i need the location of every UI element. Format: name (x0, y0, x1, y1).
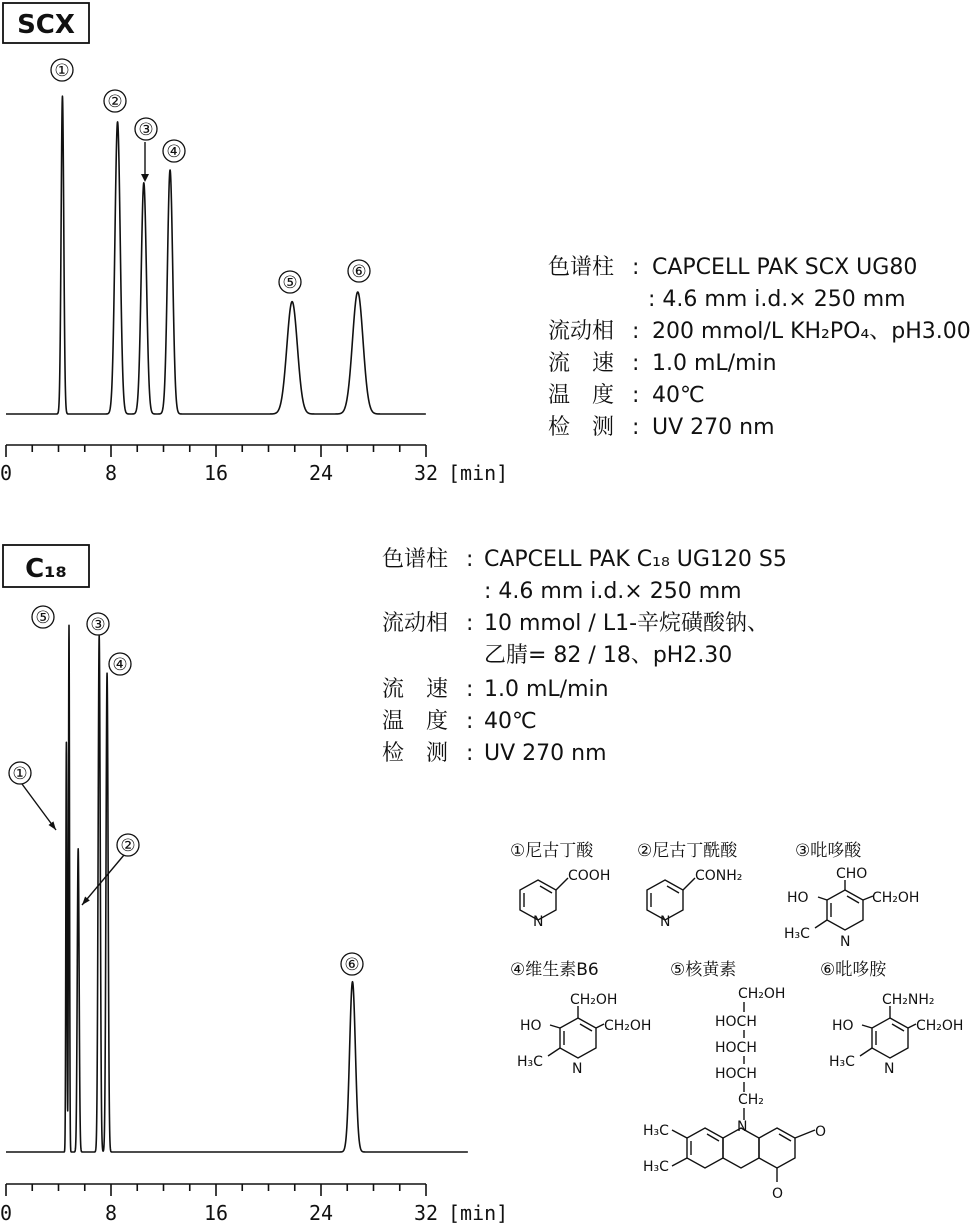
peak-label: ② (120, 836, 136, 856)
c18-peak-labels (9, 606, 363, 975)
condition-colon: : (466, 709, 474, 734)
group-n: N (737, 1119, 748, 1135)
peak-label: ④ (166, 142, 182, 162)
condition-value: UV 270 nm (652, 415, 775, 440)
condition-colon: : (632, 255, 640, 280)
compound-4-label: ④维生素B6 (510, 960, 599, 980)
x-tick-label: 32 (413, 461, 439, 485)
scx-conditions (548, 255, 971, 440)
compound-6-structure (829, 992, 963, 1077)
x-tick-label: 0 (0, 1201, 13, 1223)
group-ch2oh: CH₂OH (604, 1018, 652, 1034)
group-cooh: COOH (568, 868, 611, 884)
group-n: N (533, 914, 544, 930)
group-ch2oh: CH₂OH (738, 986, 786, 1002)
x-tick-label: 16 (203, 1201, 229, 1223)
x-axis-unit: [min] (448, 1201, 509, 1223)
scx-title: SCX (17, 10, 75, 40)
peak-leader (82, 855, 124, 905)
condition-key: 流 速 (548, 351, 615, 376)
group-h3c-2: H₃C (643, 1159, 669, 1175)
peak-arrowhead (141, 174, 149, 182)
condition-key: 流动相 (548, 319, 615, 344)
group-h3c-1: H₃C (643, 1123, 669, 1139)
peak-label: ⑥ (351, 262, 367, 282)
group-o-1: O (815, 1124, 827, 1140)
compound-6-label: ⑥吡哆胺 (820, 960, 887, 980)
peak-label: ① (12, 764, 28, 784)
c18-conditions (382, 547, 787, 766)
condition-value: 40℃ (652, 383, 705, 408)
peak-label: ③ (138, 120, 154, 140)
x-tick-label: 0 (0, 461, 13, 485)
condition-key: 温 度 (382, 709, 449, 734)
group-conh2: CONH₂ (695, 868, 743, 884)
scx-panel (0, 3, 971, 485)
condition-colon: : (632, 383, 640, 408)
condition-colon: : (466, 677, 474, 702)
group-n: N (840, 934, 851, 950)
condition-value: 40℃ (484, 709, 537, 734)
condition-colon: : (466, 611, 474, 636)
group-n: N (884, 1061, 895, 1077)
condition-colon: : (632, 351, 640, 376)
group-ch2nh2: CH₂NH₂ (882, 992, 935, 1008)
group-ho: HO (787, 890, 809, 906)
compound-5-structure (643, 986, 826, 1202)
condition-value: : 4.6 mm i.d.× 250 mm (648, 287, 906, 312)
peak-label: ⑤ (282, 273, 298, 293)
group-o-2: O (772, 1186, 784, 1202)
condition-value: CAPCELL PAK C₁₈ UG120 S5 (484, 547, 787, 572)
condition-value: UV 270 nm (484, 741, 607, 766)
condition-value: 10 mmol / L1-辛烷磺酸钠、 (484, 611, 770, 636)
group-ch2oh-top: CH₂OH (570, 992, 618, 1008)
group-hoch-1: HOCH (715, 1014, 757, 1030)
condition-key: 色谱柱 (382, 547, 449, 572)
group-ho: HO (520, 1018, 542, 1034)
x-tick-label: 32 (413, 1201, 439, 1223)
condition-value: 1.0 mL/min (652, 351, 777, 376)
compound-1-structure (520, 868, 610, 930)
group-n: N (660, 914, 671, 930)
peak-label: ⑥ (344, 955, 360, 975)
condition-key: 流 速 (382, 677, 449, 702)
condition-key: 温 度 (548, 383, 615, 408)
group-hoch-2: HOCH (715, 1040, 757, 1056)
peak-leader (22, 784, 56, 830)
group-h3c: H₃C (517, 1054, 543, 1070)
scx-trace (6, 96, 426, 414)
condition-key: 检 测 (382, 741, 449, 766)
compound-1-label: ①尼古丁酸 (510, 841, 594, 861)
compound-2-structure (647, 868, 742, 930)
peak-label: ③ (90, 615, 106, 635)
group-h3c: H₃C (784, 926, 810, 942)
x-tick-label: 24 (308, 1201, 334, 1223)
condition-value: 200 mmol/L KH₂PO₄、pH3.00 (652, 319, 971, 344)
peak-label: ② (107, 92, 123, 112)
x-tick-label: 8 (104, 1201, 118, 1223)
x-tick-label: 8 (104, 461, 118, 485)
c18-panel (0, 545, 787, 1223)
compound-3-label: ③吡哆酸 (795, 841, 862, 861)
c18-trace (6, 625, 468, 1152)
condition-value: 乙腈= 82 / 18、pH2.30 (484, 643, 733, 668)
scx-x-axis (0, 445, 508, 485)
condition-colon: : (466, 741, 474, 766)
group-hoch-3: HOCH (715, 1066, 757, 1082)
condition-value: 1.0 mL/min (484, 677, 609, 702)
compound-structures (510, 841, 963, 1202)
compound-4-structure (517, 992, 651, 1077)
c18-x-axis (0, 1184, 508, 1223)
x-tick-label: 16 (203, 461, 229, 485)
peak-label: ① (54, 61, 70, 81)
group-ch2oh: CH₂OH (872, 890, 920, 906)
condition-colon: : (632, 319, 640, 344)
group-ch2: CH₂ (738, 1092, 764, 1108)
group-ho: HO (832, 1018, 854, 1034)
compound-5-label: ⑤核黄素 (670, 960, 737, 980)
peak-leader-head (48, 821, 56, 830)
group-n: N (572, 1061, 583, 1077)
peak-label: ④ (112, 655, 128, 675)
c18-title: C₁₈ (25, 554, 67, 584)
x-tick-label: 24 (308, 461, 334, 485)
compound-2-label: ②尼古丁酰酸 (637, 841, 738, 861)
condition-colon: : (632, 415, 640, 440)
group-ch2oh: CH₂OH (916, 1018, 964, 1034)
group-cho: CHO (836, 866, 868, 882)
condition-value: CAPCELL PAK SCX UG80 (652, 255, 918, 280)
peak-label: ⑤ (35, 608, 51, 628)
condition-key: 色谱柱 (548, 255, 615, 280)
condition-key: 检 测 (548, 415, 615, 440)
compound-3-structure (784, 866, 919, 950)
condition-value: : 4.6 mm i.d.× 250 mm (484, 579, 742, 604)
x-axis-unit: [min] (448, 461, 509, 485)
group-h3c: H₃C (829, 1054, 855, 1070)
condition-key: 流动相 (382, 611, 449, 636)
scx-peak-labels (51, 59, 370, 293)
condition-colon: : (466, 547, 474, 572)
